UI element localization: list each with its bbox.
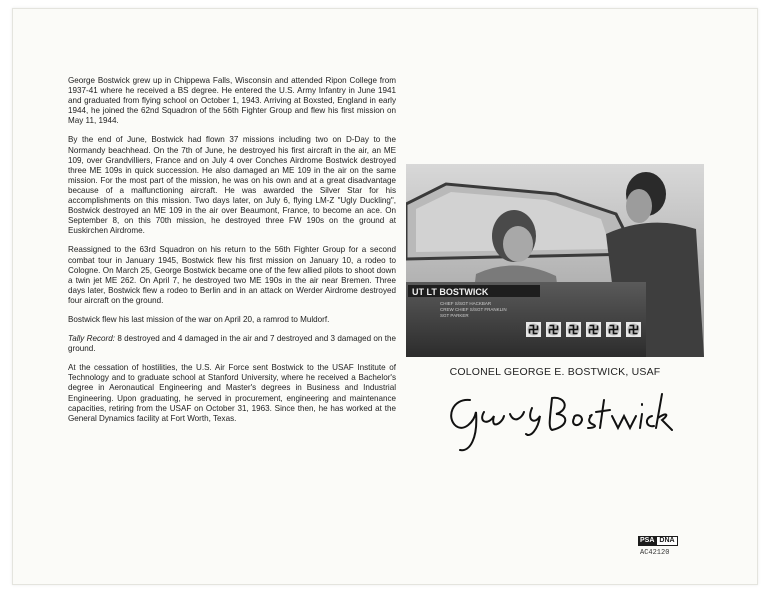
crew-name-line-1: CHIEF S/SGT HACKBAR [440, 301, 492, 306]
signature-stroke-george [451, 400, 540, 450]
bio-paragraph-2: By the end of June, Bostwick had flown 37 missions including two on D-Day to the Normandy beachhead. On the 7th of June, he destroyed his first aircraft in the air, an ME 109, over Grandvilliers, France and on July 4 over Conches Airdrome Bostwick destroyed three ME 109s in quick succession. He also damaged an ME 109 in the air on the same mission. For the most part of the mission, he was on his own and at a great disadvantage because of a malfunctioning aircraft. He was awarded the Silver Star for his accomplishments on this mission. Two days later, on July 6, flying LM-Z "Ugly Duckling", Bostwick destroyed an ME 109 in the air over Beaumont, France, to become an ace. On September 8, on this 70th mission, he destroyed three FW 190s on the ground at Euskirchen Airdrome. [68, 135, 396, 236]
pilot-face [503, 226, 533, 262]
bio-paragraph-6: At the cessation of hostilities, the U.S. Air Force sent Bostwick to the USAF Institute of Technology and to graduate school at Stanford University, where he received a Bachelor's degree in Aeronautical Engineering and Master's degrees in Business and Industrial Engineering. Upon graduating, he served in procurement, engineering and maintenance capacities, retiring from the USAF on October 31, 1963. Since then, he has worked at the General Dynamics facility at Fort Worth, Texas. [68, 363, 396, 423]
nose-name-text: UT LT BOSTWICK [412, 287, 489, 297]
kill-mark [626, 322, 641, 337]
kill-mark [606, 322, 621, 337]
tally-record-text: 8 destroyed and 4 damaged in the air and 7 destroyed and 3 damaged on the ground. [68, 334, 397, 354]
bio-tally-record [68, 334, 396, 354]
psa-logo-text: PSA [640, 537, 655, 544]
dna-logo-text: DNA [656, 536, 677, 546]
cockpit-photo [406, 164, 704, 357]
kill-mark [526, 322, 541, 337]
bio-paragraph-4: Bostwick flew his last mission of the war on April 20, a ramrod to Muldorf. [68, 314, 330, 324]
crew-name-line-3: SGT PARKER [440, 313, 469, 318]
kill-mark [546, 322, 561, 337]
tally-record-label: Tally Record: [68, 334, 116, 344]
authentication-sticker [638, 536, 708, 562]
biography-text [68, 76, 396, 433]
kill-mark [566, 322, 581, 337]
bio-paragraph-1: George Bostwick grew up in Chippewa Falls, Wisconsin and attended Ripon College from 1937-41 where he received a BS degree. He entered the U.S. Army Infantry in June 1941 and graduated from flying school on October 1, 1943. Arriving at Boxsted, England in early 1944, he joined the 62nd Squadron of the 56th Fighter Group and flew his first mission on May 11, 1944. [68, 76, 396, 126]
psa-dna-logo [638, 536, 678, 546]
signature-stroke-bostwick [550, 394, 672, 430]
crew-name-line-2: CREW CHIEF S/SGT FRANKLIN [440, 307, 507, 312]
authentication-code: AC42120 [640, 549, 670, 557]
kill-mark [586, 322, 601, 337]
photo-caption: COLONEL GEORGE E. BOSTWICK, USAF [449, 366, 661, 378]
signature [440, 378, 700, 456]
crew-chief-face [626, 189, 652, 223]
bio-paragraph-3: Reassigned to the 63rd Squadron on his return to the 56th Fighter Group for a second combat tour in January 1945, Bostwick flew his first mission on January 10, a rodeo to Cologne. On March 25, George Bostwick became one of the few allied pilots to shoot down a twin jet ME 262. On April 7, he destroyed two ME 190s in the air near Bremen. Three days later, Bostwick flew a rodeo to Berlin and in an attack on Werder Airdrome destroyed four aircraft on the ground. [68, 245, 396, 305]
